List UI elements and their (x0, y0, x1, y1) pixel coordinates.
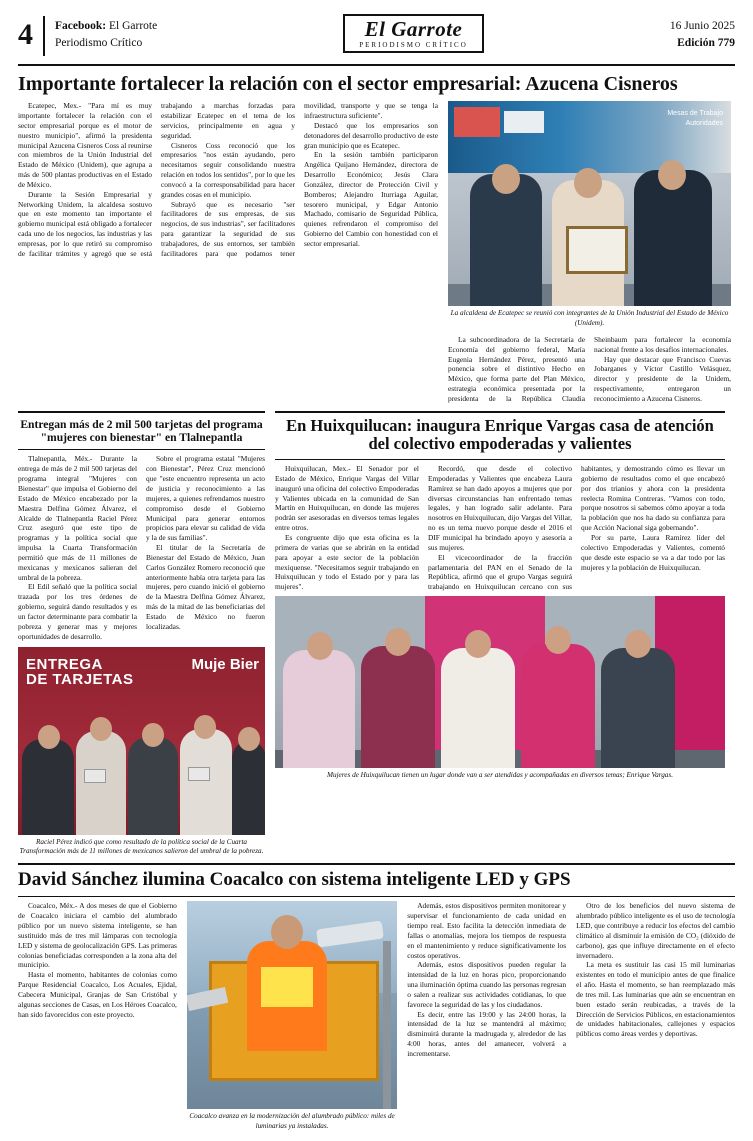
photo-banner-text: ENTREGA DE TARJETAS (26, 655, 134, 689)
story-cisneros-text (18, 101, 438, 328)
masthead-right (670, 14, 735, 53)
edition-number: Edición 779 (677, 37, 735, 50)
paragraph: Destacó que los empresarios son detonadores del desarrollo productivo de este gran municipio que es Ecatepec. (304, 120, 439, 150)
logo-box (343, 14, 484, 53)
masthead-divider (43, 16, 45, 56)
photo-person (232, 741, 265, 835)
paragraph: Otro de los beneficios del nuevo sistema de alumbrado público inteligente es el uso de tecnología LED, que contribuye a reducir los efectos del cambio climático al disminuir la emisión de CO₂ (dióxido de carbono), gas que influye directamente en el efecto invernadero. (576, 901, 735, 960)
paragraph: Hasta el momento, habitantes de colonias como Parque Residencial Coacalco, Los Acuales, Ejidal, Cabecera Municipal, Granjas de San Cristóbal y algunas secciones de Casas, en Los Héroes Coacalco, han sido favorecidos con este proyecto. (18, 970, 177, 1019)
photo-worker-head (271, 915, 303, 949)
photo-person-head (465, 630, 491, 658)
story-cisneros-tail-row (18, 335, 735, 404)
story-coacalco-col-1 (18, 901, 177, 1131)
issue-date: 16 Junio 2025 (669, 20, 735, 32)
photo-colectivo-empoderadas (275, 596, 725, 768)
photo-logo-tile-2 (504, 111, 544, 133)
photo-person-head (545, 626, 571, 654)
photo-alumbrado-led (187, 901, 397, 1109)
photo-person-head (307, 632, 333, 660)
story-coacalco (18, 863, 735, 1131)
story-tarjetas-rule (18, 411, 265, 413)
masthead-left (18, 14, 157, 56)
story-coacalco-col-4 (576, 901, 735, 1131)
paragraph: Sobre el programa estatal "Mujeres con Bienestar", Pérez Cruz mencionó que "este encuentro representa un acto de justicia y reconocimiento a las mujeres, a quienes refrendamos nuestro compromiso desde el Gobierno Municipal para generar entornos propicios para elevar su calidad de vida y la de sus familias". (146, 454, 265, 543)
paragraph: Coacalco, Méx.- A dos meses de que el Gobierno de Coacalco iniciara el cambio del alumbrado público por un nuevo sistema inteligente, se han sustituido más de tres mil lámparas con tecnología LED y sistema de geolocalización GPS. Las primeras colonias beneficiadas corresponden a la zona alta del municipio. (18, 901, 177, 970)
photo-person (521, 644, 595, 768)
photo-banner-text-right: Muje Bier (191, 655, 259, 673)
photo-person (22, 739, 74, 835)
photo-caption: Coacalco avanza en la modernización del alumbrado público: miles de luminarias ya instaladas. (189, 1112, 395, 1130)
photo-person (601, 648, 675, 768)
paragraph: La subcoordinadora de la Secretaría de Economía del gobierno federal, María Eugenia Hernández Pérez, presentó una ponencia sobre el distintivo Hecho en México, que forma parte del Plan México, estrategia económica presentada por la presidenta de la República Claudia Sheinbaum para fortalecer la economía nacional frente a los desafíos internacionales. (448, 334, 731, 403)
paragraph: El titular de la Secretaría de Bienestar del Estado de México, Juan Carlos González Romero reconoció que anteriormente había otra tarjeta para las mujeres, pero cuando inició el gobierno de la Maestra Delfina Gómez Álvarez, más de la mitad de las beneficiarias del Estado de México no fueron localizadas. (146, 543, 265, 631)
masthead-tagline: Periodismo Crítico (55, 37, 143, 50)
paragraph: Hay que destacar que Francisco Cuevas Jobarganes y Víctor Castillo Velásquez, director y presidente de la Unidem, respectivamente, entregaron un reconocimiento a Azucena Cisneros. (594, 354, 731, 403)
paragraph: Recordó, que desde el colectivo Empoderadas y Valientes que encabeza Laura Ramírez se han dado apoyos a mujeres que por diversas circunstancias han enfrentado temas legales, y han logrado salir adelante. Para nosotros en Huixquilucan, dijo Vargas del Villar, no es un tema nuevo porque desde el 2016 el DIF municipal ha brindado apoyo y asesoría a sus mujeres. (428, 464, 572, 552)
photo-person (634, 170, 712, 306)
paragraph: El Edil señaló que la política social trazada por los tres órdenes de gobierno, seguirá dando resultados y es un factor determinante para combatir la pobreza y generar mas y mejores oportunidades de desarrollo. (18, 582, 137, 641)
photo-person-head (385, 628, 411, 656)
photo-person-head (38, 725, 60, 749)
paragraph: Además, estos dispositivos pueden regular la intensidad de la luz en horas pico, proporcionando una iluminación óptima cuando las personas regresan o salen a realizar sus actividades cotidianas, lo que favorece la seguridad de las y los ciudadanos. (407, 960, 567, 1009)
photo-award-frame (566, 226, 628, 274)
story-coacalco-rule (18, 863, 735, 865)
story-tarjetas-headline: Entregan más de 2 mil 500 tarjetas del programa "mujeres con bienestar" en Tlalnepantla (20, 417, 263, 445)
paragraph: Cisneros Coss reconoció que los empresarios "nos están ayudando, pero necesitamos seguir consolidando nuestra relación en todos los sentidos", por lo que les convocó a la corresponsabilidad para hacer grandes cosas en el municipio. (161, 140, 295, 199)
paragraph: Ecatepec, Mex.- "Para mí es muy importante fortalecer la relación con el sector empresarial porque es el motor de nuestro municipio", afirmó la presidenta municipal Azucena Cisneros Coss al reunirse con miembros de la Unión Industrial del Estado de México (Unidem), que agrupa a más de 500 plantas productivas en el Estado de México. (18, 101, 152, 189)
story-huixquilucan (275, 411, 725, 856)
photo-entrega-tarjetas (18, 647, 265, 835)
photo-caption: Raciel Pérez indicó que como resultado de la política social de la Cuarta Transformación más de 11 millones de mexicanos salieron del umbral de la pobreza. (19, 837, 264, 855)
story-coacalco-col-3 (407, 901, 566, 1131)
paragraph: Es congruente dijo que esta oficina es la primera de varias que se abrirán en la entidad para apoyar a este sector de la población mexiquense. "Necesitamos seguir trabajando en Huixquilucan y todo el Estado por y para las mujeres". (275, 533, 419, 592)
facebook-value: El Garrote (108, 20, 158, 32)
photo-banner-text: Mesas de Trabajo Autoridades (667, 110, 723, 127)
paragraph: Por su parte, Laura Ramírez líder del colectivo Empoderadas y Valientes, comentó que desde este espacio se va a dar todo por las mujeres y la población de Huixquilucan. (581, 533, 725, 572)
photo-light-pole (383, 941, 391, 1109)
facebook-label: Facebook: (55, 20, 107, 32)
story-cisneros-tail-cols (448, 335, 731, 404)
page-number: 4 (18, 18, 33, 51)
photo-logo-tile (454, 107, 500, 137)
photo-person-head (658, 160, 686, 190)
story-coacalco-rule-2 (18, 896, 735, 897)
story-huixquilucan-headline: En Huixquilucan: inaugura Enrique Vargas casa de atención del colectivo empoderadas y valientes (286, 415, 714, 453)
photo-worker-vest (261, 967, 313, 1007)
photo-person-head (625, 630, 651, 658)
photo-person (180, 729, 232, 835)
spacer-left (18, 335, 438, 404)
story-huixquilucan-rule (275, 411, 725, 413)
masthead (18, 14, 735, 62)
photo-person-head (194, 715, 216, 739)
story-cisneros (18, 66, 735, 332)
logo-subtitle: PERIODISMO CRÍTICO (359, 41, 468, 49)
photo-person-head (574, 168, 602, 198)
logo (343, 14, 484, 53)
photo-person-head (90, 717, 112, 741)
middle-section (18, 411, 735, 856)
photo-caption: Mujeres de Huixquilucan tienen un lugar donde van a ser atendidas y acompañadas en diversos temas; Enrique Vargas. (326, 771, 673, 780)
story-cisneros-body (18, 101, 735, 328)
photo-person (76, 731, 126, 835)
paragraph: Es decir, entre las 19:00 y las 24:00 horas, la intensidad de la luz se mantendrá al máximo; disminuirá durante la madrugada y, alrededor de las 4:00 horas, antes del amanecer, volverá a incrementarse. (407, 1009, 567, 1058)
photo-person (441, 648, 515, 768)
paragraph: Huixquilucan, Mex.- El Senador por el Estado de México, Enrique Vargas del Villar inauguró una oficina del colectivo Empoderadas y Valientes ubicada en la comunidad de San Martín en Huixquilucan, en donde las mujeres podrán ser asesoradas en diversos temas legales entre otros. (275, 464, 419, 533)
story-coacalco-body (18, 901, 735, 1131)
story-cisneros-photo-block (448, 101, 731, 328)
photo-person-head (492, 164, 520, 194)
photo-people-row (18, 717, 265, 835)
story-coacalco-photo-block (187, 901, 397, 1131)
photo-card (84, 769, 106, 783)
photo-person (361, 646, 435, 768)
paragraph: Además, estos dispositivos permiten monitorear y supervisar el funcionamiento de cada unidad en tiempo real. Esto facilita la detección inmediata de fallas o anomalías, mejora los tiempos de respuesta en el mantenimiento y reduce significativamente los costos operativos. (407, 901, 567, 960)
story-coacalco-headline: David Sánchez ilumina Coacalco con sistema inteligente LED y GPS (18, 869, 571, 891)
masthead-contact (55, 14, 157, 53)
paragraph: En la sesión también participaron Angélica Quijano Hernández, directora de Desarrollo Económico; Jesús Clara González, director de Protección Civil y Bomberos; Alejandro Iturriaga Aguilar, tesorero municipal, y Edgar Antonio Machado, comisario de Seguridad Pública, quienes refrendaron el compromiso del Gobierno del Cambio con honestidad con el sector empresarial. (304, 150, 438, 248)
photo-card (188, 767, 210, 781)
photo-person (283, 650, 355, 768)
paragraph: El vicecoordinador de la fracción parlamentaria del PAN en el Senado de la República, afirmó que el grupo Vargas seguirá trabajando en Huixquilucan cercano con sus habitantes, y demostrando cómo es llevar un gobierno de resultados como el que encabezó por dos trianios y ahora con la presidenta reelecta Romina Contreras. "Vamos con todo, porque nosotros si sabemos cómo apoyar a toda la población que nos ha dado su confianza para que Acción Nacional siga gobernando". (428, 464, 725, 592)
paragraph: Durante la Sesión Empresarial y Networking Unidem, la alcaldesa sostuvo que en este momento tan importante el gobierno municipal está obligado a fortalecer cada uno de los negocios, las industrias y las empresas, por lo que retiró su compromiso de facilitar trámites y agregó que se está trabajando a marchas forzadas para estabilizar Ecatepec en el tema de los servicios, principalmente en agua y seguridad. (18, 101, 295, 258)
photo-person (128, 737, 178, 835)
photo-person-head (142, 723, 164, 747)
story-huixquilucan-rule-2 (275, 459, 725, 460)
logo-title: El Garrote (364, 17, 463, 41)
paragraph: Subrayó que es necesario "ser facilitadores de sus empresas, de sus negocios, de sus industrias", ser facilitadores para garantizar la seguridad de sus trabajadores, de sus entornos, ser también facilitadores para que podamos tener movilidad, transporte y que se tenga la infraestructura suficiente". (161, 101, 438, 258)
story-cisneros-headline: Importante fortalecer la relación con el sector empresarial: Azucena Cisneros (18, 73, 678, 95)
photo-unidem-meeting (448, 101, 731, 306)
story-tarjetas-rule-2 (18, 449, 265, 450)
photo-caption: La alcaldesa de Ecatepec se reunió con integrantes de la Unión Industrial del Estado de México (Unidem). (450, 309, 729, 327)
paragraph: La meta es sustituir las casi 15 mil luminarias existentes en todo el municipio antes de que finalice el año. Hasta el momento, se han reemplazado más de tres mil. Las luminarias que aún se encuentran en buen estado serán reubicadas, a través de la Dirección de Servicios Públicos, en estacionamientos de unidades habitacionales, callejones y espacios públicos como áreas verdes y deportivas. (576, 960, 735, 1039)
paragraph: Tlalnepantla, Méx.- Durante la entrega de más de 2 mil 500 tarjetas del programa integral "Mujeres con Bienestar" que impulsa el Gobierno del Estado de México encabezado por la Maestra Delfina Gómez Álvarez, el Alcalde de Tlalnepantla Raciel Pérez Cruz aseguró que este tipo de programas y la política social que impulsa la Cuarta Transformación permitió que más de 11 millones de mexicanas y mexicanos salieran del umbral de la pobreza. (18, 454, 137, 582)
photo-person-head (238, 727, 260, 751)
story-tarjetas (18, 411, 265, 856)
